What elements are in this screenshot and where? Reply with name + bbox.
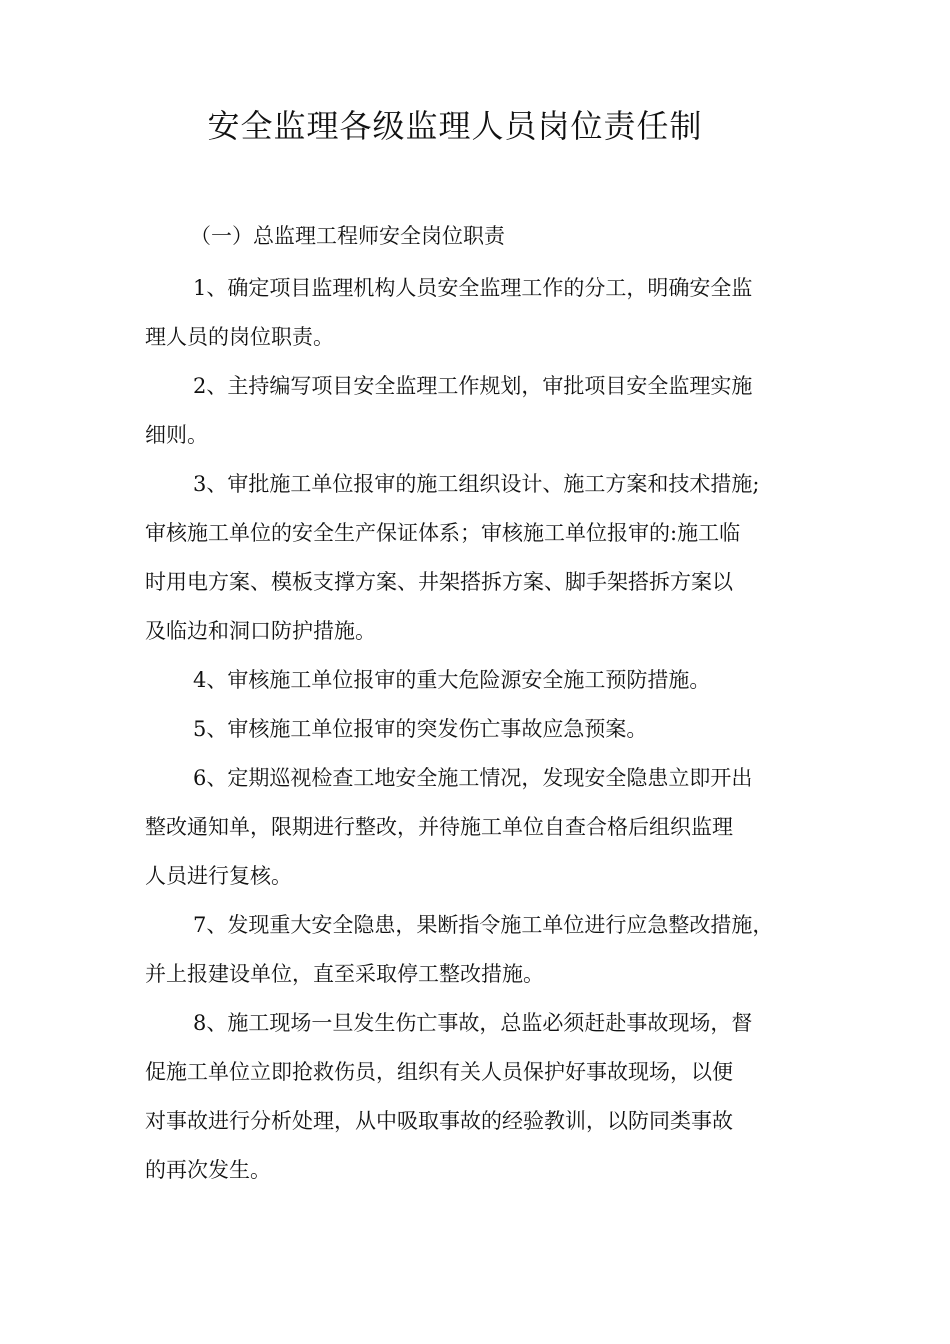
paragraph-4 [145, 656, 835, 705]
paragraph-line: 3、审批施工单位报审的施工组织设计、施工方案和技术措施; [193, 472, 760, 496]
paragraph-line: 细则。 [145, 423, 208, 447]
paragraph-line: 并上报建设单位，直至采取停工整改措施。 [145, 962, 544, 986]
paragraph-7 [145, 901, 835, 999]
paragraph-line: 1、确定项目监理机构人员安全监理工作的分工，明确安全监 [193, 276, 753, 300]
paragraph-line: 8、施工现场一旦发生伤亡事故，总监必须赶赴事故现场，督 [193, 1011, 753, 1035]
paragraph-6 [145, 754, 835, 901]
paragraph-line: 6、定期巡视检查工地安全施工情况，发现安全隐患立即开出 [193, 766, 753, 790]
paragraph-line: 5、审核施工单位报审的突发伤亡事故应急预案。 [193, 717, 648, 741]
paragraph-line: 人员进行复核。 [145, 864, 292, 888]
paragraph-line: 对事故进行分析处理，从中吸取事故的经验教训，以防同类事故 [145, 1109, 733, 1133]
paragraph-line: 的再次发生。 [145, 1158, 271, 1182]
paragraph-line: 促施工单位立即抢救伤员，组织有关人员保护好事故现场，以便 [145, 1060, 733, 1084]
paragraph-1 [145, 264, 835, 362]
paragraph-2 [145, 362, 835, 460]
paragraph-3 [145, 460, 835, 656]
document-body [145, 264, 835, 1195]
paragraph-line: 理人员的岗位职责。 [145, 325, 334, 349]
paragraph-line: 4、审核施工单位报审的重大危险源安全施工预防措施。 [193, 668, 711, 692]
paragraph-line: 审核施工单位的安全生产保证体系；审核施工单位报审的:施工临 [145, 521, 741, 545]
paragraph-8 [145, 999, 835, 1195]
document-title: 安全监理各级监理人员岗位责任制 [207, 107, 703, 145]
paragraph-line: 及临边和洞口防护措施。 [145, 619, 376, 643]
paragraph-line: 7、发现重大安全隐患，果断指令施工单位进行应急整改措施， [193, 913, 774, 937]
paragraph-line: 2、主持编写项目安全监理工作规划，审批项目安全监理实施 [193, 374, 753, 398]
paragraph-5 [145, 705, 835, 754]
paragraph-line: 时用电方案、模板支撑方案、井架搭拆方案、脚手架搭拆方案以 [145, 570, 733, 594]
paragraph-line: 整改通知单，限期进行整改，并待施工单位自查合格后组织监理 [145, 815, 733, 839]
section-heading: （一）总监理工程师安全岗位职责 [190, 224, 505, 248]
